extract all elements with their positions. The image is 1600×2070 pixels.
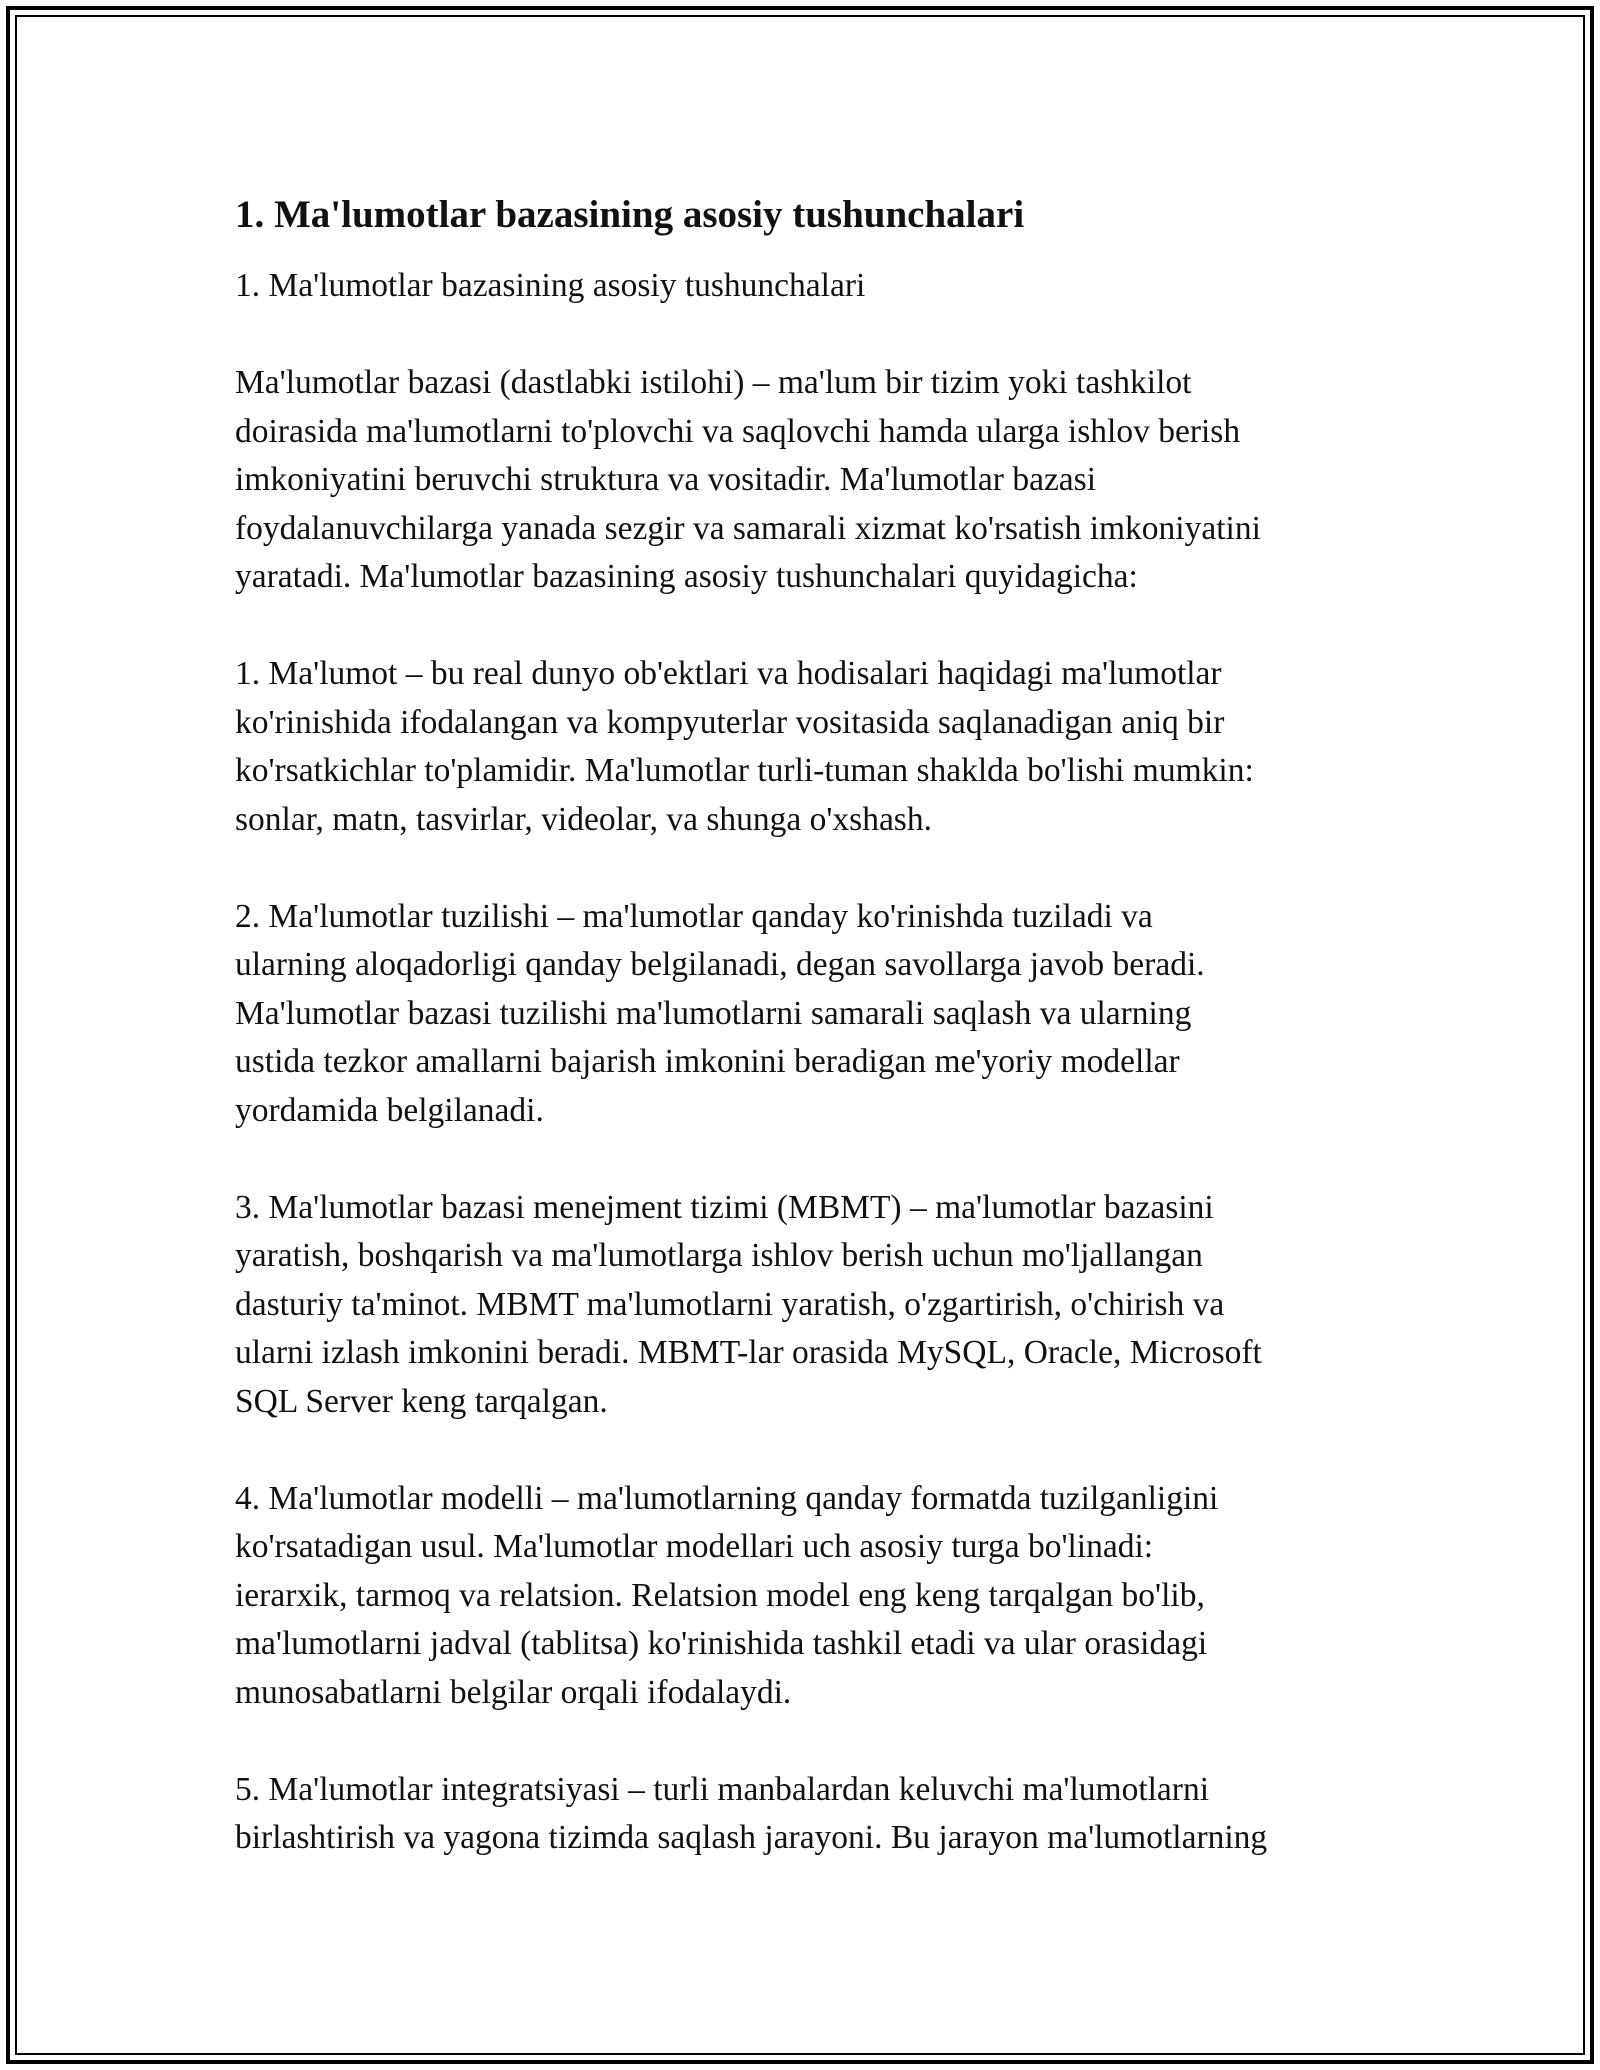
text-line: ularni izlash imkonini beradi. MBMT-lar orasida MySQL, Oracle, Microsoft <box>235 1334 1262 1371</box>
document-title: 1. Ma'lumotlar bazasining asosiy tushunchalari <box>235 193 1025 236</box>
text-line: Ma'lumotlar bazasi (dastlabki istilohi) – ma'lum bir tizim yoki tashkilot <box>235 364 1192 401</box>
text-line: ierarxik, tarmoq va relatsion. Relatsion model eng keng tarqalgan bo'lib, <box>235 1576 1205 1614</box>
text-line: ko'rsatadigan usul. Ma'lumotlar modellari uch asosiy turga bo'linadi: <box>235 1528 1154 1565</box>
text-line: ko'rinishida ifodalangan va kompyuterlar vositasida saqlanadigan aniq bir <box>235 703 1225 741</box>
text-line: 2. Ma'lumotlar tuzilishi – ma'lumotlar qanday ko'rinishda tuziladi va <box>235 897 1153 935</box>
text-line: SQL Server keng tarqalgan. <box>235 1382 608 1420</box>
text-line: sonlar, matn, tasvirlar, videolar, va shunga o'xshash. <box>235 800 932 838</box>
text-line: 1. Ma'lumotlar bazasining asosiy tushunchalari <box>235 267 866 304</box>
text-line: ustida tezkor amallarni bajarish imkonini beradigan me'yoriy modellar <box>235 1043 1180 1080</box>
text-line: 1. Ma'lumot – bu real dunyo ob'ektlari va hodisalari haqidagi ma'lumotlar <box>235 655 1222 692</box>
text-line: ularning aloqadorligi qanday belgilanadi, degan savollarga javob beradi. <box>235 946 1205 983</box>
text-line: yaratadi. Ma'lumotlar bazasining asosiy tushunchalari quyidagicha: <box>235 558 1138 595</box>
paragraph-subtitle <box>235 262 1370 311</box>
text-line: yaratish, boshqarish va ma'lumotlarga ishlov berish uchun mo'ljallangan <box>235 1237 1203 1274</box>
text-line: Ma'lumotlar bazasi tuzilishi ma'lumotlarni samarali saqlash va ularning <box>235 994 1192 1032</box>
paragraph-item-1 <box>235 650 1370 844</box>
text-line: 5. Ma'lumotlar integratsiyasi – turli manbalardan keluvchi ma'lumotlarni <box>235 1770 1210 1808</box>
paragraph-item-4 <box>235 1475 1370 1718</box>
text-line: ko'rsatkichlar to'plamidir. Ma'lumotlar turli-tuman shaklda bo'lishi mumkin: <box>235 752 1254 789</box>
text-line: foydalanuvchilarga yanada sezgir va samarali xizmat ko'rsatish imkoniyatini <box>235 509 1261 547</box>
paragraph-intro <box>235 359 1370 602</box>
document-body <box>235 186 1370 1911</box>
text-line: 4. Ma'lumotlar modelli – ma'lumotlarning qanday formatda tuzilganligini <box>235 1479 1219 1517</box>
text-line: doirasida ma'lumotlarni to'plovchi va saqlovchi hamda ularga ishlov berish <box>235 412 1241 450</box>
text-line: munosabatlarni belgilar orqali ifodalaydi. <box>235 1673 792 1711</box>
text-line: birlashtirish va yagona tizimda saqlash jarayoni. Bu jarayon ma'lumotlarning <box>235 1819 1268 1856</box>
text-line: yordamida belgilanadi. <box>235 1091 544 1129</box>
text-line: imkoniyatini beruvchi struktura va vositadir. Ma'lumotlar bazasi <box>235 461 1097 498</box>
text-line: dasturiy ta'minot. MBMT ma'lumotlarni yaratish, o'zgartirish, o'chirish va <box>235 1285 1225 1323</box>
paragraph-item-5 <box>235 1766 1370 1863</box>
text-line: 3. Ma'lumotlar bazasi menejment tizimi (MBMT) – ma'lumotlar bazasini <box>235 1188 1214 1226</box>
text-line: ma'lumotlarni jadval (tablitsa) ko'rinishida tashkil etadi va ular orasidagi <box>235 1625 1208 1662</box>
paragraph-item-3 <box>235 1184 1370 1427</box>
document-text <box>235 262 1370 1863</box>
paragraph-item-2 <box>235 893 1370 1136</box>
